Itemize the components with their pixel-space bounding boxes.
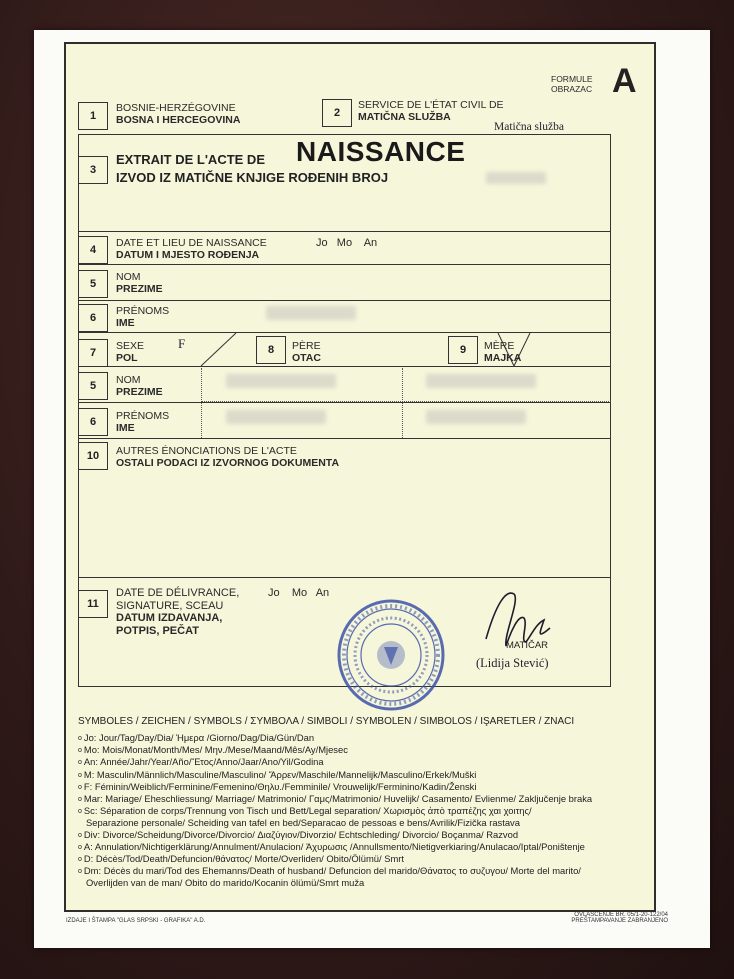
parents-surname-local: PREZIME (116, 386, 163, 398)
redacted-mother-surname (426, 374, 536, 388)
symbol-line: o Mo: Mois/Monat/Month/Mes/ Μην./Mese/Maand/Mês/Ay/Mjesec (78, 744, 348, 756)
mother-label (484, 340, 521, 364)
surname-local: PREZIME (116, 283, 163, 295)
jo-label: Jo (316, 237, 328, 249)
box-number-5-parents: 5 (78, 372, 108, 400)
birth-date-place-fr: DATE ET LIEU DE NAISSANCE (116, 237, 267, 249)
an-label: An (363, 237, 378, 249)
symbol-line-text: An: Année/Jahr/Year/Año/Ἔτος/Anno/Jaar/Ano/Yil/Godina (83, 756, 324, 768)
naissance-title: NAISSANCE (296, 136, 466, 167)
birth-certificate-form (64, 42, 656, 912)
surname-label (116, 271, 163, 295)
box-number-4: 4 (78, 236, 108, 264)
form-letter: A (612, 62, 637, 100)
symbol-line-text: F: Féminin/Weiblich/Ferminine/Femenino/Θηλυ./Femminile/ Vrouwelijk/Ferminino/Kadin/Ženski (83, 780, 477, 792)
symbol-line-text: D: Décès/Tod/Death/Defuncion/θάνατος/ Morte/Overliden/ Obito/Ölümü/ Smrt (83, 853, 405, 865)
registrar-title: MATIČAR (506, 640, 549, 651)
symbol-line: o Jo: Jour/Tag/Day/Dia/ Ἡμερα /Giorno/Dag/Dia/Gün/Dan (78, 732, 315, 743)
birth-date-place-label (116, 237, 267, 261)
registrar-name: (Lidija Stević) (476, 656, 549, 670)
symbols-list (78, 732, 592, 889)
symbol-line: o An: Année/Jahr/Year/Año/Ἔτος/Anno/Jaar/Ano/Yil/Godina (78, 756, 324, 768)
symbol-line-text: Mo: Mois/Monat/Month/Mes/ Μην./Mese/Maand/Mês/Ay/Mjesec (83, 744, 348, 756)
box-number-2: 2 (322, 99, 352, 127)
symbol-line: o Mar: Mariage/ Eheschliessung/ Marriage/ Matrimonio/ Γαμς/Matrimonio/ Huvelijk/ Casamento/ Evlienme/ Zaključenje braka (78, 793, 593, 805)
divider (78, 402, 611, 403)
symbol-line-text: Sc: Séparation de corps/Trennung von Tisch und Bett/Legal separation/ Χωρισμὸς ἀπὸ τραπέζης χαι χοιτης/ (83, 805, 532, 817)
country-label (116, 102, 240, 126)
parents-surname-label (116, 374, 163, 398)
box-number-6-parents: 6 (78, 408, 108, 436)
symbol-line: o Dm: Décès du mari/Tod des Ehemanns/Death of husband/ Defuncion del marido/Θάνατος το συζυγου/ Morte del marito/ (78, 865, 581, 877)
symbol-line-text: Dm: Décès du mari/Tod des Ehemanns/Death of husband/ Defuncion del marido/Θάνατος το συζυγου/ Morte del marito/ (83, 865, 581, 877)
reprint-forbidden: PREŠTAMPAVANJE ZABRANJENO (571, 918, 668, 924)
registry-office-label (358, 99, 504, 123)
symbols-title: SYMBOLES / ZEICHEN / SYMBOLS / ΣΥΜΒΟΛΑ / SIMBOLI / SYMBOLEN / SIMBOLOS / IŞARETLER / ZNACI (78, 716, 575, 727)
box-number-6: 6 (78, 304, 108, 332)
symbol-line-text: M: Masculin/Männlich/Masculine/Masculino/ Ἄρρεν/Maschile/Mannelijk/Masculino/Erkek/Muški (83, 768, 477, 780)
other-statements-local: OSTALI PODACI IZ IZVORNOG DOKUMENTA (116, 457, 340, 469)
other-statements-label (116, 445, 339, 469)
registry-office-handwritten: Matična služba (494, 121, 564, 133)
divider (78, 366, 611, 367)
divider (78, 264, 611, 265)
symbol-line (78, 817, 592, 828)
official-seal-stamp (336, 599, 446, 711)
obrazac-text: OBRAZAC (551, 84, 593, 94)
printer-info: IZDAJE I ŠTAMPA "GLAS SRPSKI - GRAFIKA" A.D. (66, 918, 206, 924)
issue-mo-label: Mo (291, 587, 308, 599)
divider (78, 438, 611, 439)
issue-date-local: DATUM IZDAVANJA, (116, 612, 223, 624)
given-names-local: IME (116, 317, 135, 329)
birth-date-place-local: DATUM I MJESTO ROĐENJA (116, 249, 260, 261)
symbol-line-text: Div: Divorce/Scheidung/Divorce/Divorcio/ Διαζύγιον/Divorzio/ Echtschleding/ Divorcio/ Boçanma/ Razvod (83, 828, 519, 840)
box-number-11: 11 (78, 590, 108, 618)
symbol-line: o M: Masculin/Männlich/Masculine/Masculino/ Ἄρρεν/Maschile/Mannelijk/Masculino/Erkek/Muški (78, 768, 477, 780)
formule-text: FORMULE (551, 74, 593, 84)
symbol-line: o D: Décès/Tod/Death/Defuncion/θάνατος/ Morte/Overliden/ Obito/Ölümü/ Smrt (78, 853, 405, 865)
mother-local: MAJKA (484, 352, 522, 364)
symbol-line: o Div: Divorce/Scheidung/Divorce/Divorcio/ Διαζύγιον/Divorzio/ Echtschleding/ Divorcio/ Boçanma/ Razvod (78, 828, 519, 840)
authorization-info (558, 912, 668, 924)
sex-fr: SEXE (116, 340, 145, 352)
other-statements-fr: AUTRES ÉNONCIATIONS DE L'ACTE (116, 445, 297, 457)
country-local: BOSNA I HERCEGOVINA (116, 114, 241, 126)
sex-local: POL (116, 352, 138, 364)
formule-label (551, 74, 593, 94)
birth-date-columns (316, 237, 377, 249)
redacted-number (486, 172, 546, 184)
given-names-label (116, 305, 169, 329)
box-number-9: 9 (448, 336, 478, 364)
parents-given-names-label (116, 410, 169, 434)
symbol-line: o F: Féminin/Weiblich/Ferminine/Femenino/Θηλυ./Femminile/ Vrouwelijk/Ferminino/Kadin/Ženski (78, 780, 477, 792)
symbol-line-text: A: Annulation/Nichtigerklärung/Annulment/Anulacion/ Ἀχυρωσις /Annullsmento/Nietigverkiaring/Anulacao/Iptal/Poništenje (83, 840, 585, 852)
given-names-fr: PRÉNOMS (116, 305, 170, 317)
signature-seal-local: POTPIS, PEČAT (116, 624, 199, 637)
sex-label (116, 340, 144, 364)
father-local: OTAC (292, 352, 321, 364)
country-fr: BOSNIE-HERZÉGOVINE (116, 102, 236, 114)
issue-jo-label: Jo (268, 587, 280, 599)
symbol-line: o Sc: Séparation de corps/Trennung von Tisch und Bett/Legal separation/ Χωρισμὸς ἀπὸ τραπέζης χαι χοιτης/ (78, 805, 532, 817)
sex-value: F (178, 336, 186, 351)
redacted-mother-name (426, 410, 526, 424)
mo-label: Mo (336, 237, 353, 249)
divider (78, 577, 611, 578)
registry-office-local: MATIČNA SLUŽBA (358, 111, 451, 123)
symbol-line-text: Separazione personale/ Scheiding van tafel en bed/Separacao de pessoas e bens/Avrilik/Fizička rastava (86, 817, 520, 829)
symbol-line-text: Mar: Mariage/ Eheschliessung/ Marriage/ Matrimonio/ Γαμς/Matrimonio/ Huvelijk/ Casamento/ Evlienme/ Zaključenje braka (83, 793, 593, 805)
box-number-5: 5 (78, 270, 108, 298)
signature-seal-fr: SIGNATURE, SCEAU (116, 599, 224, 612)
symbol-line: o A: Annulation/Nichtigerklärung/Annulment/Anulacion/ Ἀχυρωσις /Annullsmento/Nietigverkiaring/Anulacao/Iptal/Poništenje (78, 840, 585, 852)
mother-fr: MÈRE (484, 340, 515, 352)
registry-office-fr: SERVICE DE L'ÉTAT CIVIL DE (358, 99, 504, 111)
issue-an-label: An (315, 587, 330, 599)
dotted-separator (402, 368, 403, 438)
parents-given-names-local: IME (116, 422, 135, 434)
dotted-separator (201, 368, 202, 438)
father-label (292, 340, 321, 364)
parents-surname-fr: NOM (116, 374, 141, 386)
redacted-father-name (226, 410, 326, 424)
box-number-8: 8 (256, 336, 286, 364)
divider (78, 231, 611, 232)
issue-date-columns (268, 587, 329, 599)
surname-fr: NOM (116, 271, 141, 283)
divider (78, 300, 611, 301)
box-number-10: 10 (78, 442, 108, 470)
father-fr: PÈRE (292, 340, 321, 352)
box-number-1: 1 (78, 102, 108, 130)
symbol-line-text: Jo: Jour/Tag/Day/Dia/ Ἡμερα /Giorno/Dag/Dia/Gün/Dan (83, 732, 315, 743)
box-number-7: 7 (78, 339, 108, 367)
issue-date-signature-label (116, 587, 239, 637)
issue-date-fr: DATE DE DÉLIVRANCE, (116, 587, 240, 599)
symbol-line (78, 877, 592, 888)
symbol-line-text: Overlijden van de man/ Obito do marido/Kocanin ölümü/Smrt muža (86, 877, 365, 889)
parents-given-names-fr: PRÉNOMS (116, 410, 170, 422)
box-number-3: 3 (78, 156, 108, 184)
redacted-father-surname (226, 374, 336, 388)
authorization-number: OVLAŠĆENJE BR. 05/1-20-122/04 (574, 912, 668, 918)
extract-label-local: IZVOD IZ MATIČNE KNJIGE ROĐENIH BROJ (116, 170, 389, 185)
extract-label-fr: EXTRAIT DE L'ACTE DE (116, 152, 265, 167)
redacted-given-name (266, 306, 356, 320)
dotted-row-separator (202, 401, 611, 402)
